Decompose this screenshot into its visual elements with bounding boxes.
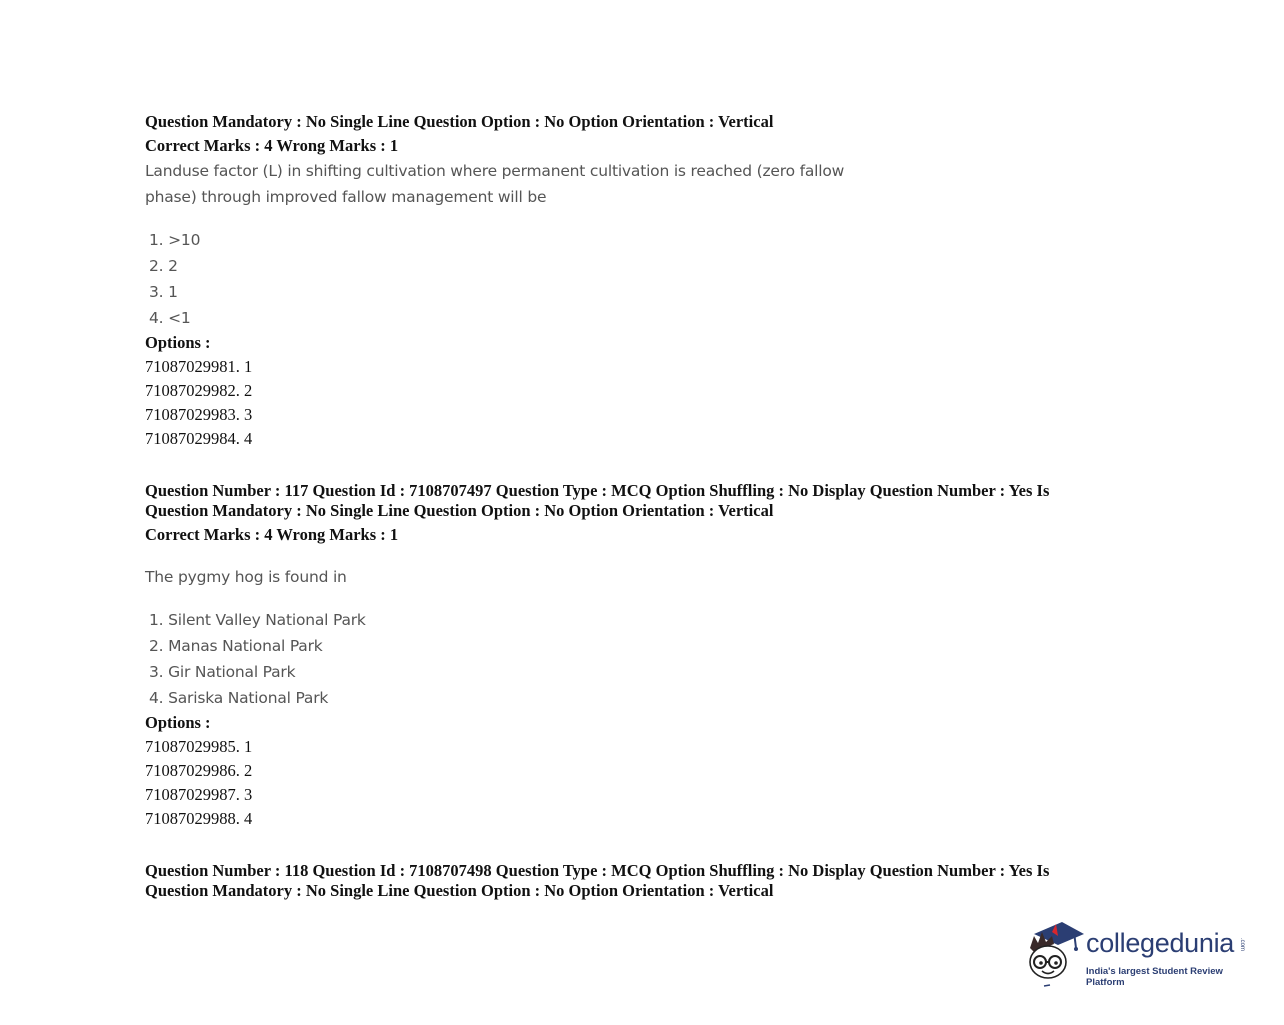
option-id: 71087029987. 3 — [145, 785, 253, 804]
options-heading: Options : — [145, 333, 211, 352]
option-id: 71087029984. 4 — [145, 429, 253, 448]
choice-item: 2. Manas National Park — [149, 637, 323, 655]
logo-domain: .com — [1239, 938, 1245, 952]
question-meta: Question Mandatory : No Single Line Question Option : No Option Orientation : Vertical — [145, 112, 774, 131]
logo-wordmark: collegedunia — [1086, 928, 1235, 958]
question-meta: Question Number : 117 Question Id : 7108707497 Question Type : MCQ Option Shuffling : No Display Question Number : Yes Is — [145, 481, 1050, 500]
option-id: 71087029981. 1 — [145, 357, 253, 376]
question-117 — [145, 481, 1145, 831]
question-text: The pygmy hog is found in — [145, 568, 347, 586]
choice-item: 1. >10 — [149, 231, 201, 249]
option-id: 71087029982. 2 — [145, 381, 253, 400]
choice-list — [145, 607, 1145, 711]
option-id: 71087029983. 3 — [145, 405, 253, 424]
question-text-line: Landuse factor (L) in shifting cultivation where permanent cultivation is reached (zero fallow — [145, 162, 845, 180]
option-id: 71087029985. 1 — [145, 737, 253, 756]
choice-item: 4. <1 — [149, 309, 191, 327]
question-marks: Correct Marks : 4 Wrong Marks : 1 — [145, 525, 399, 544]
question-paper — [145, 112, 1145, 901]
question-meta: Question Number : 118 Question Id : 7108707498 Question Type : MCQ Option Shuffling : No Display Question Number : Yes Is — [145, 861, 1050, 880]
question-meta: Question Mandatory : No Single Line Question Option : No Option Orientation : Vertical — [145, 881, 774, 900]
choice-item: 2. 2 — [149, 257, 178, 275]
question-text-line: phase) through improved fallow management will be — [145, 188, 547, 206]
option-id-list — [145, 355, 1145, 451]
choice-item: 3. Gir National Park — [149, 663, 296, 681]
question-meta: Question Mandatory : No Single Line Question Option : No Option Orientation : Vertical — [145, 501, 774, 520]
question-116 — [145, 112, 1145, 451]
option-id: 71087029988. 4 — [145, 809, 253, 828]
collegedunia-logo[interactable] — [1024, 918, 1254, 990]
options-heading: Options : — [145, 713, 211, 732]
option-id: 71087029986. 2 — [145, 761, 253, 780]
question-marks: Correct Marks : 4 Wrong Marks : 1 — [145, 136, 399, 155]
option-id-list — [145, 735, 1145, 831]
question-118 — [145, 861, 1145, 901]
choice-item: 3. 1 — [149, 283, 178, 301]
choice-item: 4. Sariska National Park — [149, 689, 329, 707]
choice-item: 1. Silent Valley National Park — [149, 611, 366, 629]
logo-tagline: India's largest Student Review Platform — [1086, 966, 1223, 988]
student-mascot-icon — [1024, 918, 1086, 990]
choice-list — [145, 227, 1145, 331]
